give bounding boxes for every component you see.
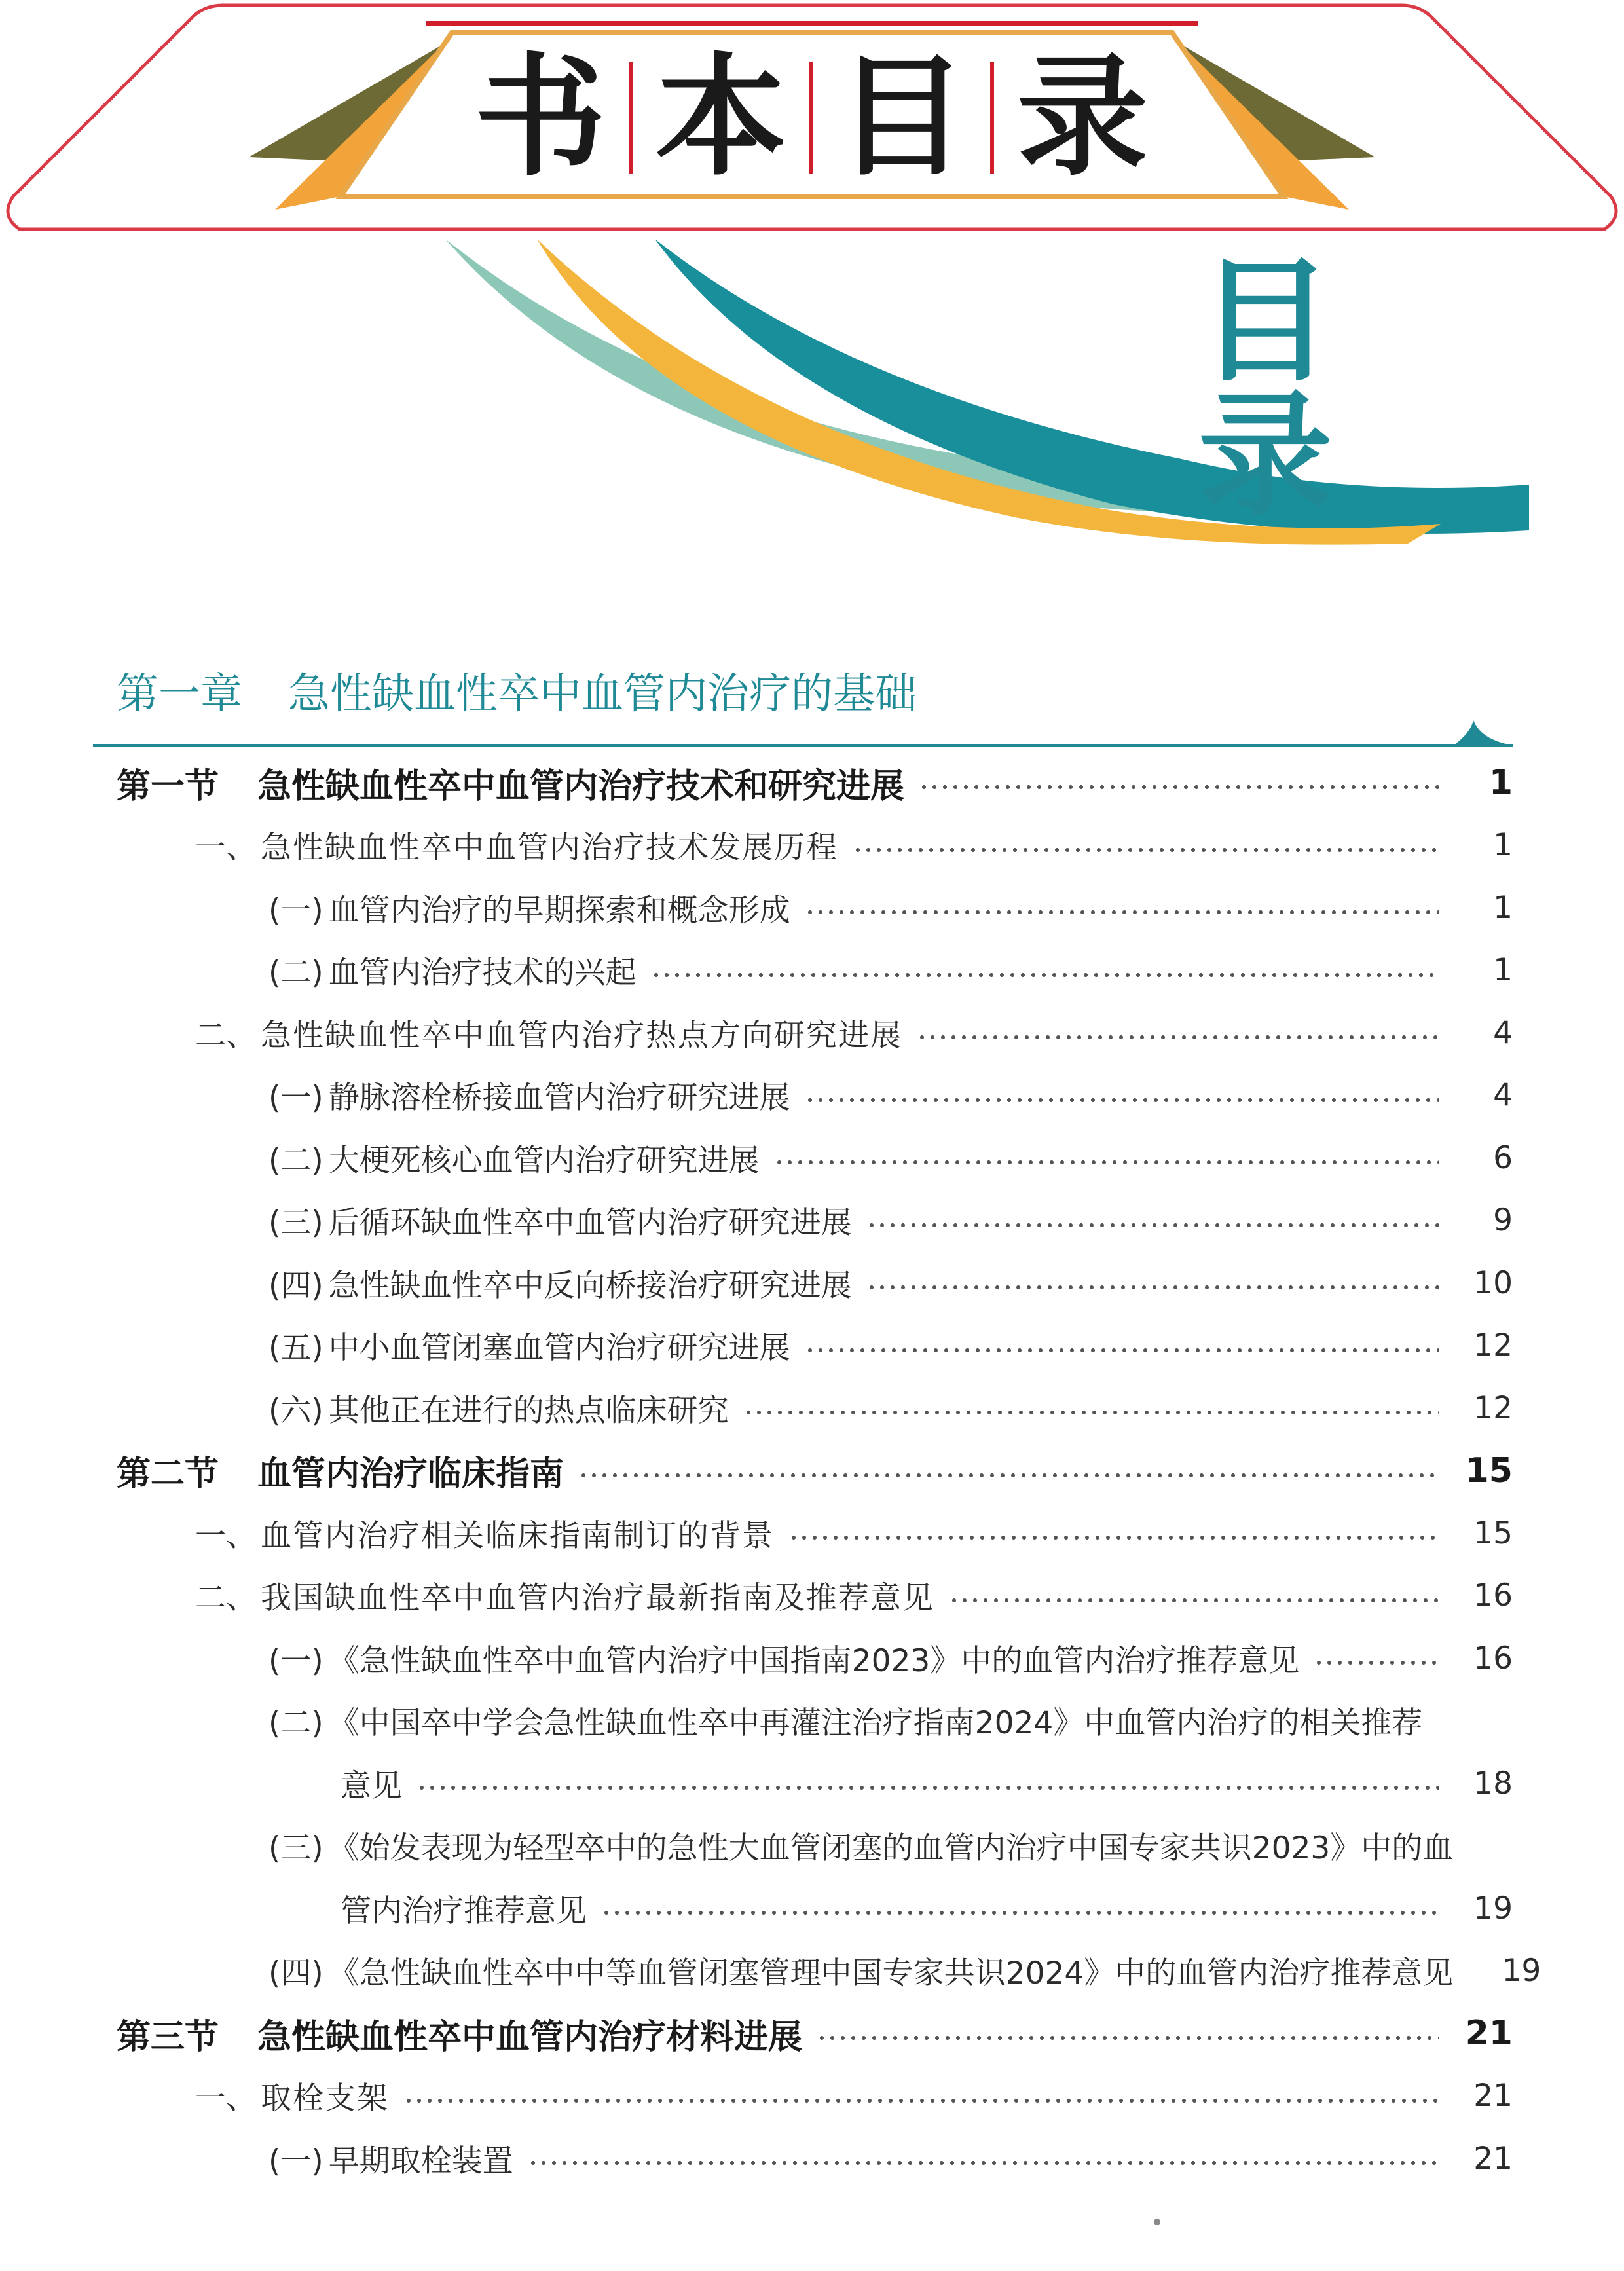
toc-entry-number: (四) (268, 1267, 323, 1304)
page-dot (1154, 2219, 1160, 2225)
toc-page-number: 16 (1473, 1578, 1513, 1614)
toc-entry-lead (195, 1511, 774, 1555)
toc-entry-number: (一) (268, 892, 323, 929)
toc-entry-number: 第二节 (117, 1454, 219, 1494)
toc-entry-lead (341, 1887, 587, 1930)
toc-entry-title: 血管内治疗相关临床指南制订的背景 (261, 1517, 774, 1554)
toc-leader-dots (919, 785, 1439, 790)
toc-entry-number: (五) (268, 1330, 323, 1366)
toc-entry-number: 第三节 (117, 2017, 219, 2057)
toc-page-number: 15 (1473, 1515, 1513, 1551)
toc-page-number: 19 (1473, 1890, 1513, 1927)
toc-leader-dots (651, 972, 1439, 978)
toc-entry-lead (268, 1198, 852, 1242)
toc-entry-number: (二) (268, 955, 323, 991)
toc-entry-number: (一) (268, 2143, 323, 2179)
toc-entry-lead (268, 1261, 852, 1305)
toc-leader-dots (949, 1598, 1439, 1603)
toc-entry-title: 急性缺血性卒中血管内治疗技术和研究进展 (257, 766, 905, 806)
toc-entry-number: 一、 (195, 830, 257, 866)
toc-page-number: 6 (1493, 1139, 1513, 1176)
toc-entry-number: 二、 (195, 1017, 257, 1054)
toc-leader-dots (403, 2098, 1439, 2103)
toc-page-number: 10 (1473, 1265, 1513, 1301)
toc-entry-number: (二) (268, 1705, 323, 1741)
toc-page-number: 21 (1473, 2078, 1513, 2114)
toc-entry-number: (一) (268, 1642, 323, 1679)
banner-char: 目 (836, 41, 967, 194)
toc-entry-title: 中小血管闭塞血管内治疗研究进展 (328, 1330, 790, 1366)
toc-entry[interactable] (0, 1128, 1624, 1187)
toc-entry-lead (268, 948, 637, 992)
chapter-label: 第一章 (117, 670, 242, 718)
toc-leader-dots (774, 1160, 1439, 1165)
toc-entry-title: 急性缺血性卒中血管内治疗技术发展历程 (261, 830, 838, 866)
toc-entry-title: 管内治疗推荐意见 (341, 1892, 587, 1929)
toc-entry[interactable] (0, 1003, 1624, 1062)
toc-entry-title: 后循环缺血性卒中血管内治疗研究进展 (328, 1205, 852, 1241)
toc-entry[interactable] (0, 1629, 1624, 1688)
toc-entry-lead (268, 1824, 1453, 1868)
toc-entry-number: (四) (268, 1955, 323, 1991)
toc-leader-dots (601, 1910, 1439, 1915)
toc-entry-number: (三) (268, 1205, 323, 1241)
toc-leader-dots (528, 2160, 1439, 2166)
toc-entry-title: 早期取栓装置 (328, 2143, 513, 2179)
toc-page-number: 1 (1493, 889, 1513, 926)
toc-leader-dots (416, 1785, 1439, 1790)
toc-section[interactable] (0, 1441, 1624, 1500)
toc-entry-title: 取栓支架 (261, 2080, 389, 2116)
toc-entry[interactable] (0, 1879, 1624, 1938)
toc-leader-dots (817, 2035, 1439, 2040)
toc-entry-lead (195, 823, 838, 867)
toc-page-number: 19 (1502, 1953, 1541, 1989)
toc-entry-lead (268, 886, 790, 930)
toc-entry-lead (268, 2137, 513, 2181)
toc-page-number: 16 (1473, 1640, 1513, 1676)
toc-entry-title: 血管内治疗的早期探索和概念形成 (328, 892, 790, 929)
toc-entry[interactable] (0, 1942, 1624, 2001)
toc-leader-dots (853, 847, 1439, 853)
toc-entry-lead (117, 758, 904, 807)
toc-entry[interactable] (0, 1754, 1624, 1813)
toc-entry-title: 《中国卒中学会急性缺血性卒中再灌注治疗指南2024》中血管内治疗的相关推荐 (328, 1705, 1423, 1741)
toc-entry-title: 我国缺血性卒中血管内治疗最新指南及推荐意见 (261, 1580, 934, 1616)
toc-leader-dots (1314, 1660, 1439, 1665)
banner-char: 录 (1016, 41, 1148, 194)
toc-leader-dots (788, 1535, 1439, 1540)
toc-page-number: 12 (1473, 1390, 1513, 1426)
toc-entry-number: 一、 (195, 2080, 257, 2116)
toc-entry-title: 急性缺血性卒中血管内治疗材料进展 (257, 2017, 803, 2057)
toc-entry[interactable] (0, 816, 1624, 875)
toc-leader-dots (866, 1223, 1439, 1228)
toc-entry-lead (195, 1574, 934, 1617)
toc-entry-title: 大梗死核心血管内治疗研究进展 (328, 1142, 760, 1179)
toc-leader-dots (578, 1473, 1439, 1478)
toc-entry-number: (六) (268, 1392, 323, 1429)
toc-leader-dots (805, 1098, 1439, 1103)
toc-leader-dots (743, 1410, 1439, 1415)
toc-entry[interactable] (0, 941, 1624, 1000)
toc-entry-lead (341, 1762, 402, 1805)
toc-entry[interactable] (0, 1316, 1624, 1375)
toc-page-number: 12 (1473, 1327, 1513, 1363)
toc-page-number: 1 (1493, 827, 1513, 863)
toc-entry[interactable] (0, 1253, 1624, 1312)
toc-entry-number: (二) (268, 1142, 323, 1179)
toc-entry-lead (195, 1011, 902, 1055)
toc-entry-lead (117, 1446, 564, 1495)
toc-entry-title: 《急性缺血性卒中血管内治疗中国指南2023》中的血管内治疗推荐意见 (328, 1642, 1300, 1679)
banner-char: 书 (474, 41, 606, 194)
toc-entry-lead (268, 1323, 790, 1367)
toc-page-number: 9 (1493, 1202, 1513, 1238)
toc-entry[interactable] (0, 1817, 1624, 1875)
toc-entry-title: 静脉溶栓桥接血管内治疗研究进展 (328, 1080, 790, 1116)
toc-page-number: 21 (1473, 2140, 1513, 2177)
toc-entry-title: 血管内治疗技术的兴起 (328, 955, 637, 991)
toc-entry-lead (268, 1949, 1453, 1993)
toc-entry[interactable] (0, 1191, 1624, 1250)
toc-entry-number: (一) (268, 1080, 323, 1116)
toc-entry-title: 《始发表现为轻型卒中的急性大血管闭塞的血管内治疗中国专家共识2023》中的血 (328, 1830, 1454, 1866)
toc-page-number: 21 (1465, 2014, 1513, 2053)
toc-entry[interactable] (0, 1066, 1624, 1125)
toc-section[interactable] (0, 753, 1624, 812)
toc-entry-title: 急性缺血性卒中反向桥接治疗研究进展 (328, 1267, 852, 1304)
toc-entry-lead (268, 1386, 729, 1430)
toc-entry-number: (三) (268, 1830, 323, 1866)
toc-page-number: 18 (1473, 1765, 1513, 1801)
toc-entry[interactable] (0, 878, 1624, 937)
toc-entry-title: 意见 (341, 1767, 402, 1804)
toc-entry-title: 其他正在进行的热点临床研究 (328, 1392, 729, 1429)
toc-entry-lead (268, 1073, 790, 1117)
page-heading: 目 录 (1198, 244, 1392, 534)
toc-entry[interactable] (0, 2129, 1624, 2188)
toc-entry[interactable] (0, 1378, 1624, 1437)
toc-entry[interactable] (0, 1566, 1624, 1625)
toc-leader-dots (805, 910, 1439, 915)
toc-page-number: 4 (1493, 1014, 1513, 1051)
toc-entry[interactable] (0, 1691, 1624, 1750)
toc-entry-title: 血管内治疗临床指南 (257, 1454, 564, 1494)
toc-entry-number: 一、 (195, 1517, 257, 1554)
toc-entry[interactable] (0, 1504, 1624, 1562)
toc-entry-title: 急性缺血性卒中血管内治疗热点方向研究进展 (261, 1017, 902, 1054)
toc-page-number: 1 (1493, 952, 1513, 988)
banner-char: 本 (655, 41, 786, 194)
toc-entry-number: 第一节 (117, 766, 219, 806)
toc-entry-title: 《急性缺血性卒中中等血管闭塞管理中国专家共识2024》中的血管内治疗推荐意见 (328, 1955, 1454, 1991)
toc-entry[interactable] (0, 2067, 1624, 2126)
chapter-title: 急性缺血性卒中血管内治疗的基础 (288, 670, 917, 718)
toc-entry-lead (268, 1136, 760, 1180)
toc-entry-lead (117, 2009, 802, 2058)
toc-entry-lead (268, 1699, 1422, 1743)
toc-entry-lead (268, 1636, 1299, 1680)
toc-page-number: 15 (1465, 1450, 1513, 1490)
toc-entry-lead (195, 2074, 389, 2118)
toc-leader-dots (917, 1035, 1439, 1040)
toc-leader-dots (805, 1348, 1439, 1353)
toc-leader-dots (866, 1285, 1439, 1290)
toc-section[interactable] (0, 2004, 1624, 2063)
toc-page-number: 4 (1493, 1077, 1513, 1113)
toc-page-number: 1 (1488, 763, 1513, 802)
toc-entry-number: 二、 (195, 1580, 257, 1616)
